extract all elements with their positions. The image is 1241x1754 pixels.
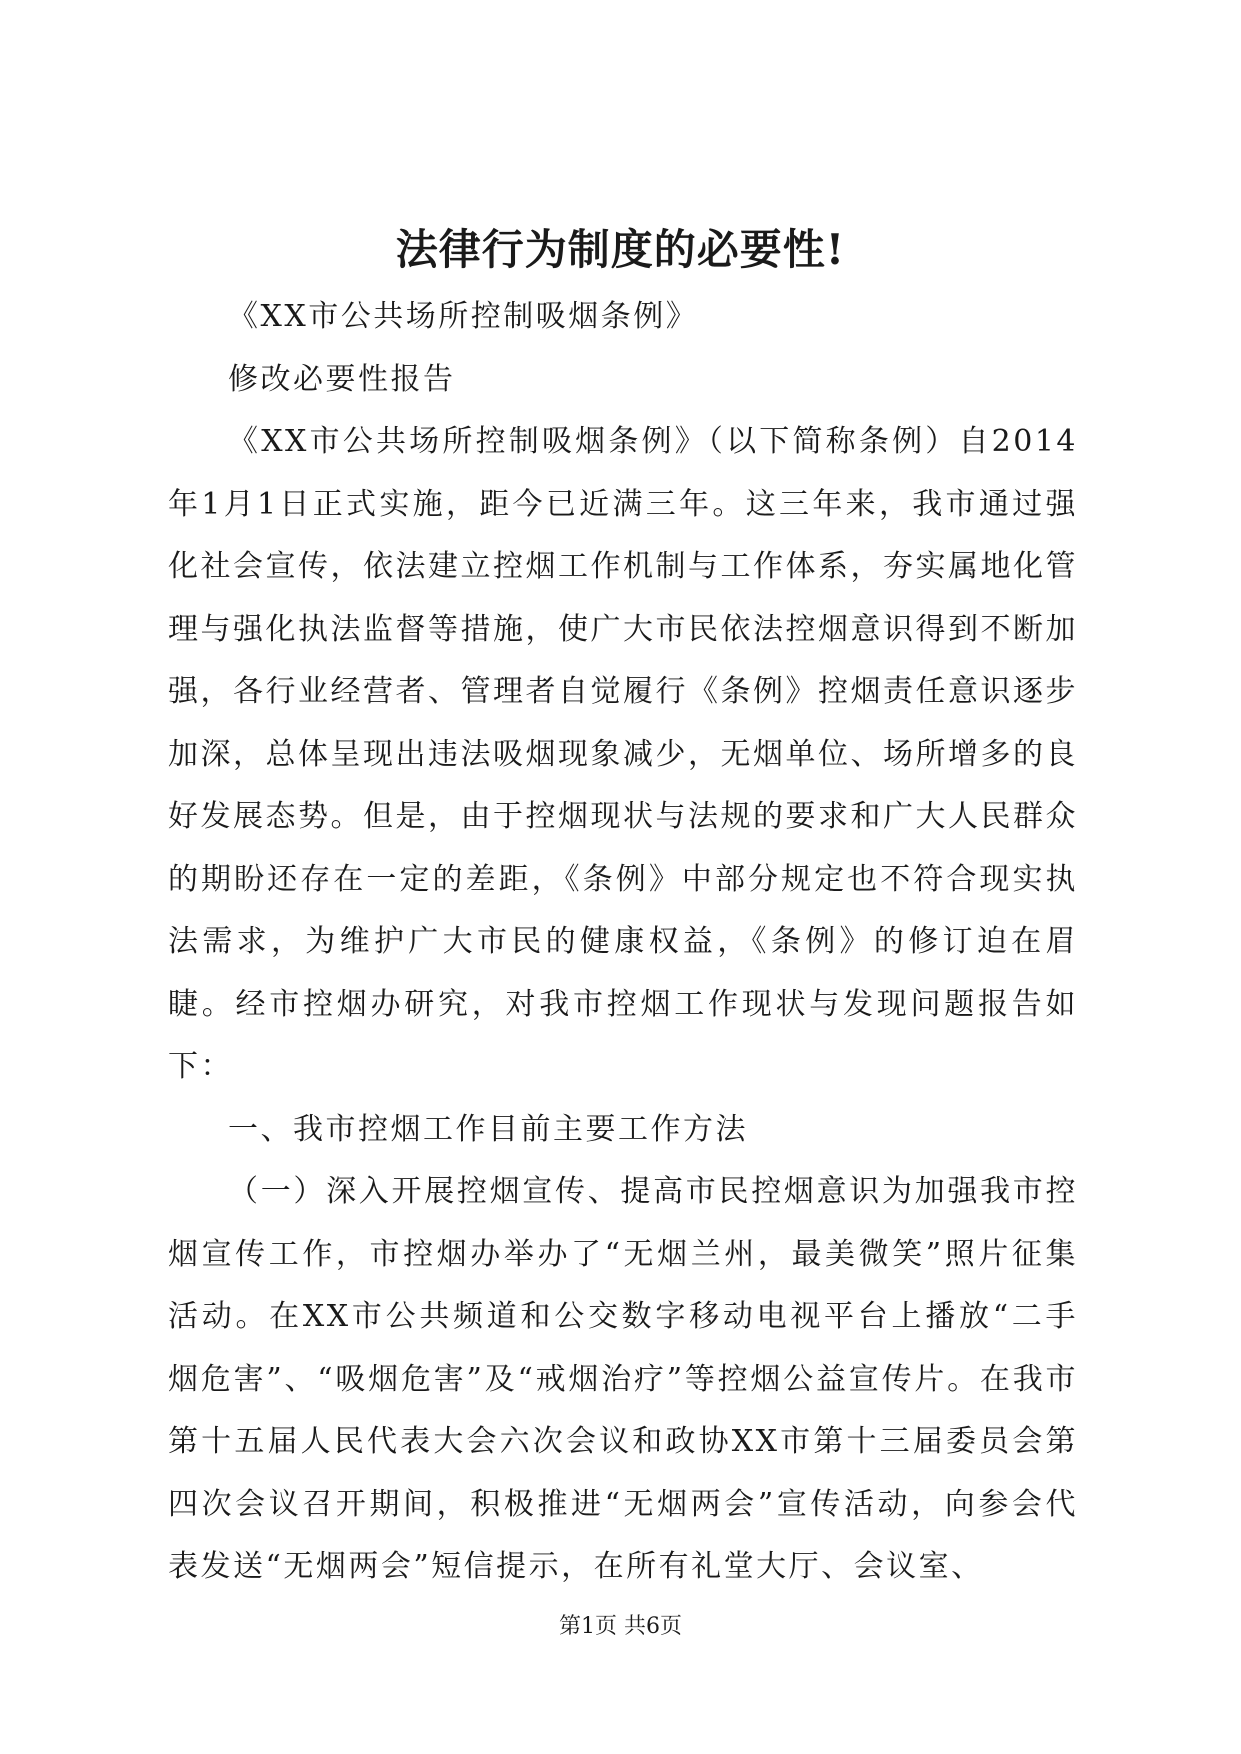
document-body (168, 286, 1078, 1599)
intro-paragraph: 《XX市公共场所控制吸烟条例》（以下简称条例）自2014年1月1日正式实施，距今已近满三年。这三年来，我市通过强化社会宣传，依法建立控烟工作机制与工作体系，夯实属地化管理与强化执法监督等措施，使广大市民依法控烟意识得到不断加强，各行业经营者、管理者自觉履行《条例》控烟责任意识逐步加深，总体呈现出违法吸烟现象减少，无烟单位、场所增多的良好发展态势。但是，由于控烟现状与法规的要求和广大人民群众的期盼还存在一定的差距，《条例》中部分规定也不符合现实执法需求，为维护广大市民的健康权益，《条例》的修订迫在眉睫。经市控烟办研究，对我市控烟工作现状与发现问题报告如下： (168, 424, 1078, 1084)
page-footer: 第1页 共6页 (559, 1614, 682, 1639)
law-name-line: 《XX市公共场所控制吸烟条例》 (228, 299, 699, 334)
section-heading: 一、我市控烟工作目前主要工作方法 (228, 1111, 748, 1147)
document-title: 法律行为制度的必要性! (395, 225, 846, 274)
subsection-paragraph: （一）深入开展控烟宣传、提高市民控烟意识为加强我市控烟宣传工作，市控烟办举办了“无烟兰州，最美微笑”照片征集活动。在XX市公共频道和公交数字移动电视平台上播放“二手烟危害”、“吸烟危害”及“戒烟治疗”等控烟公益宣传片。在我市第十五届人民代表大会六次会议和政协XX市第十三届委员会第四次会议召开期间，积极推进“无烟两会”宣传活动，向参会代表发送“无烟两会”短信提示，在所有礼堂大厅、会议室、 (168, 1174, 1078, 1584)
report-subtitle: 修改必要性报告 (228, 361, 456, 397)
